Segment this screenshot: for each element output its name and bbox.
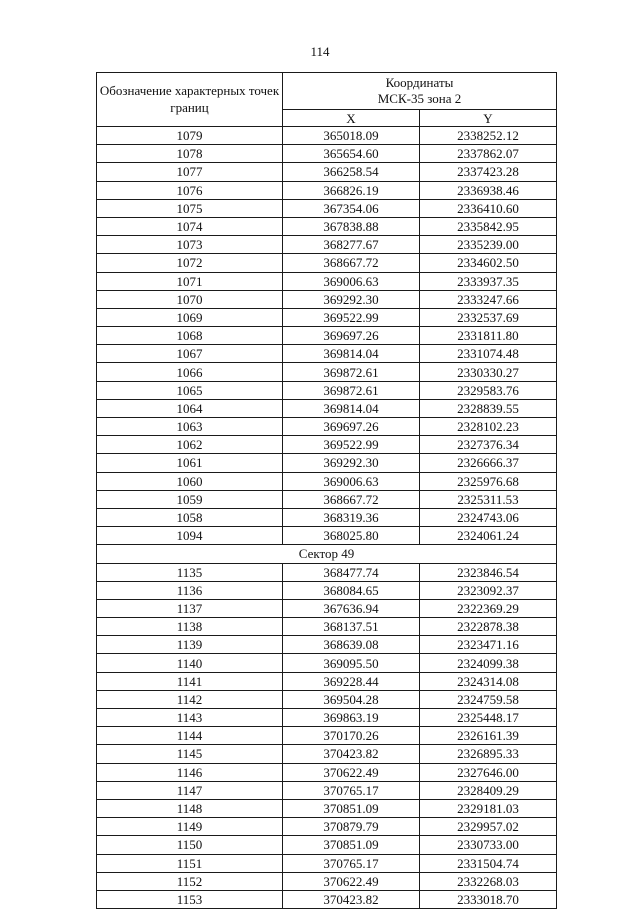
point-id-cell: 1136	[97, 581, 283, 599]
y-coordinate-cell: 2326666.37	[420, 454, 557, 472]
point-id-cell: 1094	[97, 527, 283, 545]
point-id-cell: 1071	[97, 272, 283, 290]
table-row	[97, 672, 557, 690]
table-row	[97, 890, 557, 908]
y-coordinate-cell: 2336938.46	[420, 181, 557, 199]
x-coordinate-cell: 370170.26	[283, 727, 420, 745]
x-coordinate-cell: 370765.17	[283, 854, 420, 872]
point-id-cell: 1138	[97, 618, 283, 636]
x-coordinate-cell: 370879.79	[283, 818, 420, 836]
y-coordinate-cell: 2335842.95	[420, 217, 557, 235]
point-id-cell: 1153	[97, 890, 283, 908]
table-row	[97, 308, 557, 326]
point-id-cell: 1144	[97, 727, 283, 745]
point-id-cell: 1073	[97, 236, 283, 254]
x-coordinate-cell: 369504.28	[283, 690, 420, 708]
x-coordinate-cell: 369697.26	[283, 327, 420, 345]
y-coordinate-cell: 2329181.03	[420, 799, 557, 817]
point-id-cell: 1065	[97, 381, 283, 399]
header-x: X	[283, 110, 420, 127]
x-coordinate-cell: 369522.99	[283, 436, 420, 454]
table-row	[97, 854, 557, 872]
table-row	[97, 127, 557, 145]
point-id-cell: 1060	[97, 472, 283, 490]
y-coordinate-cell: 2331811.80	[420, 327, 557, 345]
table-body-sector-points	[97, 563, 557, 909]
y-coordinate-cell: 2330733.00	[420, 836, 557, 854]
table-row	[97, 145, 557, 163]
x-coordinate-cell: 369814.04	[283, 399, 420, 417]
table-row	[97, 599, 557, 617]
x-coordinate-cell: 369292.30	[283, 290, 420, 308]
table-row	[97, 454, 557, 472]
y-coordinate-cell: 2326161.39	[420, 727, 557, 745]
point-id-cell: 1064	[97, 399, 283, 417]
x-coordinate-cell: 367636.94	[283, 599, 420, 617]
table-row	[97, 181, 557, 199]
table-row	[97, 290, 557, 308]
x-coordinate-cell: 369095.50	[283, 654, 420, 672]
x-coordinate-cell: 368667.72	[283, 254, 420, 272]
y-coordinate-cell: 2328102.23	[420, 418, 557, 436]
x-coordinate-cell: 367838.88	[283, 217, 420, 235]
point-id-cell: 1142	[97, 690, 283, 708]
y-coordinate-cell: 2327646.00	[420, 763, 557, 781]
table-row	[97, 272, 557, 290]
point-id-cell: 1067	[97, 345, 283, 363]
table-row	[97, 381, 557, 399]
table-row	[97, 727, 557, 745]
x-coordinate-cell: 369872.61	[283, 381, 420, 399]
point-id-cell: 1061	[97, 454, 283, 472]
x-coordinate-cell: 369292.30	[283, 454, 420, 472]
y-coordinate-cell: 2332268.03	[420, 872, 557, 890]
x-coordinate-cell: 369522.99	[283, 308, 420, 326]
header-point-designation: Обозначение характерных точек границ	[97, 73, 283, 127]
y-coordinate-cell: 2333247.66	[420, 290, 557, 308]
table-row	[97, 781, 557, 799]
x-coordinate-cell: 366258.54	[283, 163, 420, 181]
header-coordinates-title: Координаты	[385, 74, 454, 90]
point-id-cell: 1141	[97, 672, 283, 690]
x-coordinate-cell: 365018.09	[283, 127, 420, 145]
point-id-cell: 1074	[97, 217, 283, 235]
y-coordinate-cell: 2330330.27	[420, 363, 557, 381]
y-coordinate-cell: 2323471.16	[420, 636, 557, 654]
table-row	[97, 836, 557, 854]
table-row	[97, 508, 557, 526]
coordinates-table	[96, 72, 557, 909]
table-row	[97, 818, 557, 836]
x-coordinate-cell: 368667.72	[283, 490, 420, 508]
y-coordinate-cell: 2333937.35	[420, 272, 557, 290]
point-id-cell: 1063	[97, 418, 283, 436]
x-coordinate-cell: 370851.09	[283, 836, 420, 854]
x-coordinate-cell: 370423.82	[283, 745, 420, 763]
y-coordinate-cell: 2332537.69	[420, 308, 557, 326]
x-coordinate-cell: 368639.08	[283, 636, 420, 654]
y-coordinate-cell: 2328409.29	[420, 781, 557, 799]
table-row	[97, 618, 557, 636]
table-body-sector	[97, 545, 557, 563]
x-coordinate-cell: 370765.17	[283, 781, 420, 799]
y-coordinate-cell: 2337423.28	[420, 163, 557, 181]
table-row	[97, 363, 557, 381]
point-id-cell: 1139	[97, 636, 283, 654]
y-coordinate-cell: 2323846.54	[420, 563, 557, 581]
y-coordinate-cell: 2336410.60	[420, 199, 557, 217]
sector-row	[97, 545, 557, 563]
table-row	[97, 436, 557, 454]
y-coordinate-cell: 2324099.38	[420, 654, 557, 672]
y-coordinate-cell: 2322878.38	[420, 618, 557, 636]
table-row	[97, 709, 557, 727]
y-coordinate-cell: 2325311.53	[420, 490, 557, 508]
x-coordinate-cell: 370622.49	[283, 872, 420, 890]
point-id-cell: 1070	[97, 290, 283, 308]
y-coordinate-cell: 2325976.68	[420, 472, 557, 490]
table-row	[97, 690, 557, 708]
table-row	[97, 399, 557, 417]
y-coordinate-cell: 2331074.48	[420, 345, 557, 363]
table-row	[97, 345, 557, 363]
table-row	[97, 763, 557, 781]
point-id-cell: 1066	[97, 363, 283, 381]
y-coordinate-cell: 2334602.50	[420, 254, 557, 272]
point-id-cell: 1150	[97, 836, 283, 854]
point-id-cell: 1151	[97, 854, 283, 872]
table-row	[97, 872, 557, 890]
y-coordinate-cell: 2333018.70	[420, 890, 557, 908]
x-coordinate-cell: 368137.51	[283, 618, 420, 636]
y-coordinate-cell: 2338252.12	[420, 127, 557, 145]
point-id-cell: 1075	[97, 199, 283, 217]
point-id-cell: 1058	[97, 508, 283, 526]
point-id-cell: 1077	[97, 163, 283, 181]
point-id-cell: 1140	[97, 654, 283, 672]
x-coordinate-cell: 369006.63	[283, 472, 420, 490]
point-id-cell: 1076	[97, 181, 283, 199]
x-coordinate-cell: 370851.09	[283, 799, 420, 817]
point-id-cell: 1145	[97, 745, 283, 763]
table-row	[97, 254, 557, 272]
y-coordinate-cell: 2337862.07	[420, 145, 557, 163]
point-id-cell: 1069	[97, 308, 283, 326]
y-coordinate-cell: 2324743.06	[420, 508, 557, 526]
x-coordinate-cell: 368025.80	[283, 527, 420, 545]
x-coordinate-cell: 366826.19	[283, 181, 420, 199]
table-row	[97, 563, 557, 581]
table-row	[97, 199, 557, 217]
y-coordinate-cell: 2324759.58	[420, 690, 557, 708]
x-coordinate-cell: 369814.04	[283, 345, 420, 363]
point-id-cell: 1068	[97, 327, 283, 345]
x-coordinate-cell: 369006.63	[283, 272, 420, 290]
x-coordinate-cell: 367354.06	[283, 199, 420, 217]
table-row	[97, 418, 557, 436]
x-coordinate-cell: 369863.19	[283, 709, 420, 727]
point-id-cell: 1149	[97, 818, 283, 836]
y-coordinate-cell: 2335239.00	[420, 236, 557, 254]
x-coordinate-cell: 368477.74	[283, 563, 420, 581]
point-id-cell: 1059	[97, 490, 283, 508]
table-row	[97, 472, 557, 490]
page-number: 114	[310, 44, 330, 59]
table-row	[97, 490, 557, 508]
x-coordinate-cell: 365654.60	[283, 145, 420, 163]
y-coordinate-cell: 2328839.55	[420, 399, 557, 417]
table-row	[97, 581, 557, 599]
point-id-cell: 1078	[97, 145, 283, 163]
point-id-cell: 1137	[97, 599, 283, 617]
table-row	[97, 527, 557, 545]
table-row	[97, 236, 557, 254]
table-row	[97, 217, 557, 235]
y-coordinate-cell: 2325448.17	[420, 709, 557, 727]
point-id-cell: 1148	[97, 799, 283, 817]
table-row	[97, 636, 557, 654]
sector-label: Сектор 49	[97, 545, 557, 563]
x-coordinate-cell: 370622.49	[283, 763, 420, 781]
table-body-main	[97, 127, 557, 545]
point-id-cell: 1143	[97, 709, 283, 727]
y-coordinate-cell: 2322369.29	[420, 599, 557, 617]
y-coordinate-cell: 2331504.74	[420, 854, 557, 872]
y-coordinate-cell: 2327376.34	[420, 436, 557, 454]
header-coordinates	[283, 73, 557, 110]
table-row	[97, 799, 557, 817]
point-id-cell: 1072	[97, 254, 283, 272]
point-id-cell: 1135	[97, 563, 283, 581]
header-y: Y	[420, 110, 557, 127]
point-id-cell: 1147	[97, 781, 283, 799]
y-coordinate-cell: 2329957.02	[420, 818, 557, 836]
x-coordinate-cell: 368319.36	[283, 508, 420, 526]
point-id-cell: 1079	[97, 127, 283, 145]
x-coordinate-cell: 368084.65	[283, 581, 420, 599]
y-coordinate-cell: 2323092.37	[420, 581, 557, 599]
table-row	[97, 654, 557, 672]
x-coordinate-cell: 368277.67	[283, 236, 420, 254]
table-row	[97, 327, 557, 345]
y-coordinate-cell: 2329583.76	[420, 381, 557, 399]
point-id-cell: 1062	[97, 436, 283, 454]
table-row	[97, 745, 557, 763]
table-row	[97, 163, 557, 181]
x-coordinate-cell: 369697.26	[283, 418, 420, 436]
y-coordinate-cell: 2324061.24	[420, 527, 557, 545]
point-id-cell: 1146	[97, 763, 283, 781]
x-coordinate-cell: 369228.44	[283, 672, 420, 690]
x-coordinate-cell: 370423.82	[283, 890, 420, 908]
point-id-cell: 1152	[97, 872, 283, 890]
x-coordinate-cell: 369872.61	[283, 363, 420, 381]
y-coordinate-cell: 2326895.33	[420, 745, 557, 763]
y-coordinate-cell: 2324314.08	[420, 672, 557, 690]
header-coordinate-system: МСК-35 зона 2	[377, 91, 462, 106]
